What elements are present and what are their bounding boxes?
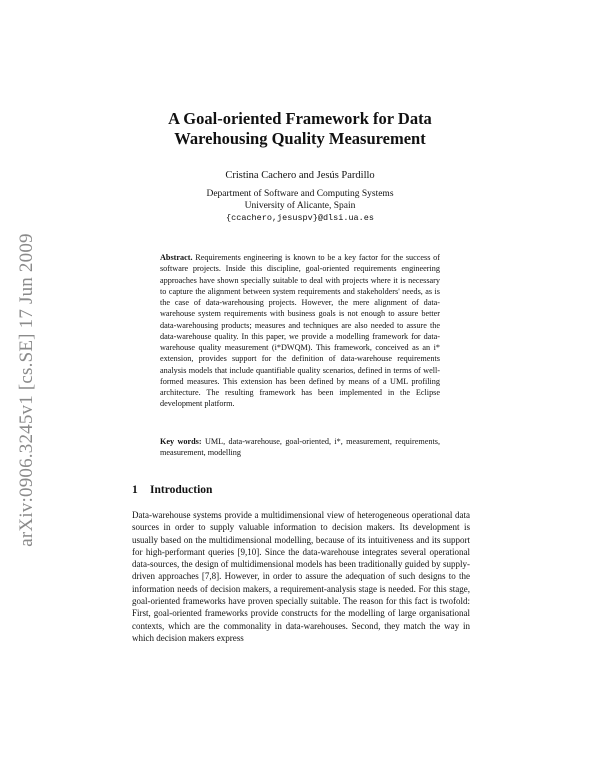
abstract-label: Abstract. <box>160 253 193 262</box>
arxiv-identifier[interactable]: arXiv:0906.3245v1 [cs.SE] 17 Jun 2009 <box>16 233 37 547</box>
abstract-text: Requirements engineering is known to be a key factor for the success of software projects. Inside this discipline, goal-oriented requirements engineering approaches have shown specially suitable to deal with projects where it is necessary to capture the alignment between system requirements and stakeholders' needs, as is the case of data-warehousing projects. However, the mere alignment of data-warehouse system requirements with business goals is not enough to assure better data-warehousing products; measures and techniques are also needed to assure the data-warehouse quality. In this paper, we provide a modelling framework for data-warehouse quality measurement (i*DWQM). This framework, conceived as an i* extension, provides support for the definition of data-warehouse requirements analysis models that include quantifiable quality scenarios, defined in terms of well-formed measures. This extension has been defined by means of a UML profiling architecture. The resulting framework has been implemented in the Eclipse development platform. <box>160 253 441 409</box>
title-line-2: Warehousing Quality Measurement <box>174 129 426 148</box>
arxiv-sidebar <box>10 200 44 580</box>
affiliation-university: University of Alicante, Spain <box>244 201 356 211</box>
introduction-paragraph: Data-warehouse systems provide a multidimensional view of heterogeneous operational data sources in order to supply valuable information to decision makers. Its development is usually based on the multidimensional modelling, because of its intuitiveness and its support for high-performant queries [9,10]. Since the data-warehouse integrates several operational data-sources, the design of multidimensional models has been traditionally guided by supply-driven approaches [7,8]. However, in order to assure the adequation of such designs to the information needs of decision makers, a requirement-analysis stage is needed. For this stage, goal-oriented frameworks have proven specially suitable. The reason for this fact is twofold: First, goal-oriented frameworks provide constructs for the modelling of large organisational contexts, which are the commonality in data-warehouses. Second, they match the way in which decision makers express <box>132 510 470 643</box>
introduction-body <box>132 509 470 644</box>
section-number: 1 <box>132 484 138 496</box>
author-email[interactable]: {ccachero,jesuspv}@dlsi.ua.es <box>226 213 374 223</box>
title-line-1: A Goal-oriented Framework for Data <box>168 109 432 128</box>
section-title: Introduction <box>150 484 213 496</box>
keywords-label: Key words: <box>160 437 202 446</box>
paper-title <box>100 109 500 149</box>
abstract <box>160 252 440 410</box>
section-heading <box>132 484 472 496</box>
keywords <box>160 436 440 459</box>
affiliation-department: Department of Software and Computing Systems <box>206 189 394 199</box>
keywords-text: UML, data-warehouse, goal-oriented, i*, measurement, requirements, measurement, modelling <box>160 437 441 458</box>
affiliation-block <box>100 188 500 224</box>
author-list: Cristina Cachero and Jesús Pardillo <box>225 170 375 181</box>
